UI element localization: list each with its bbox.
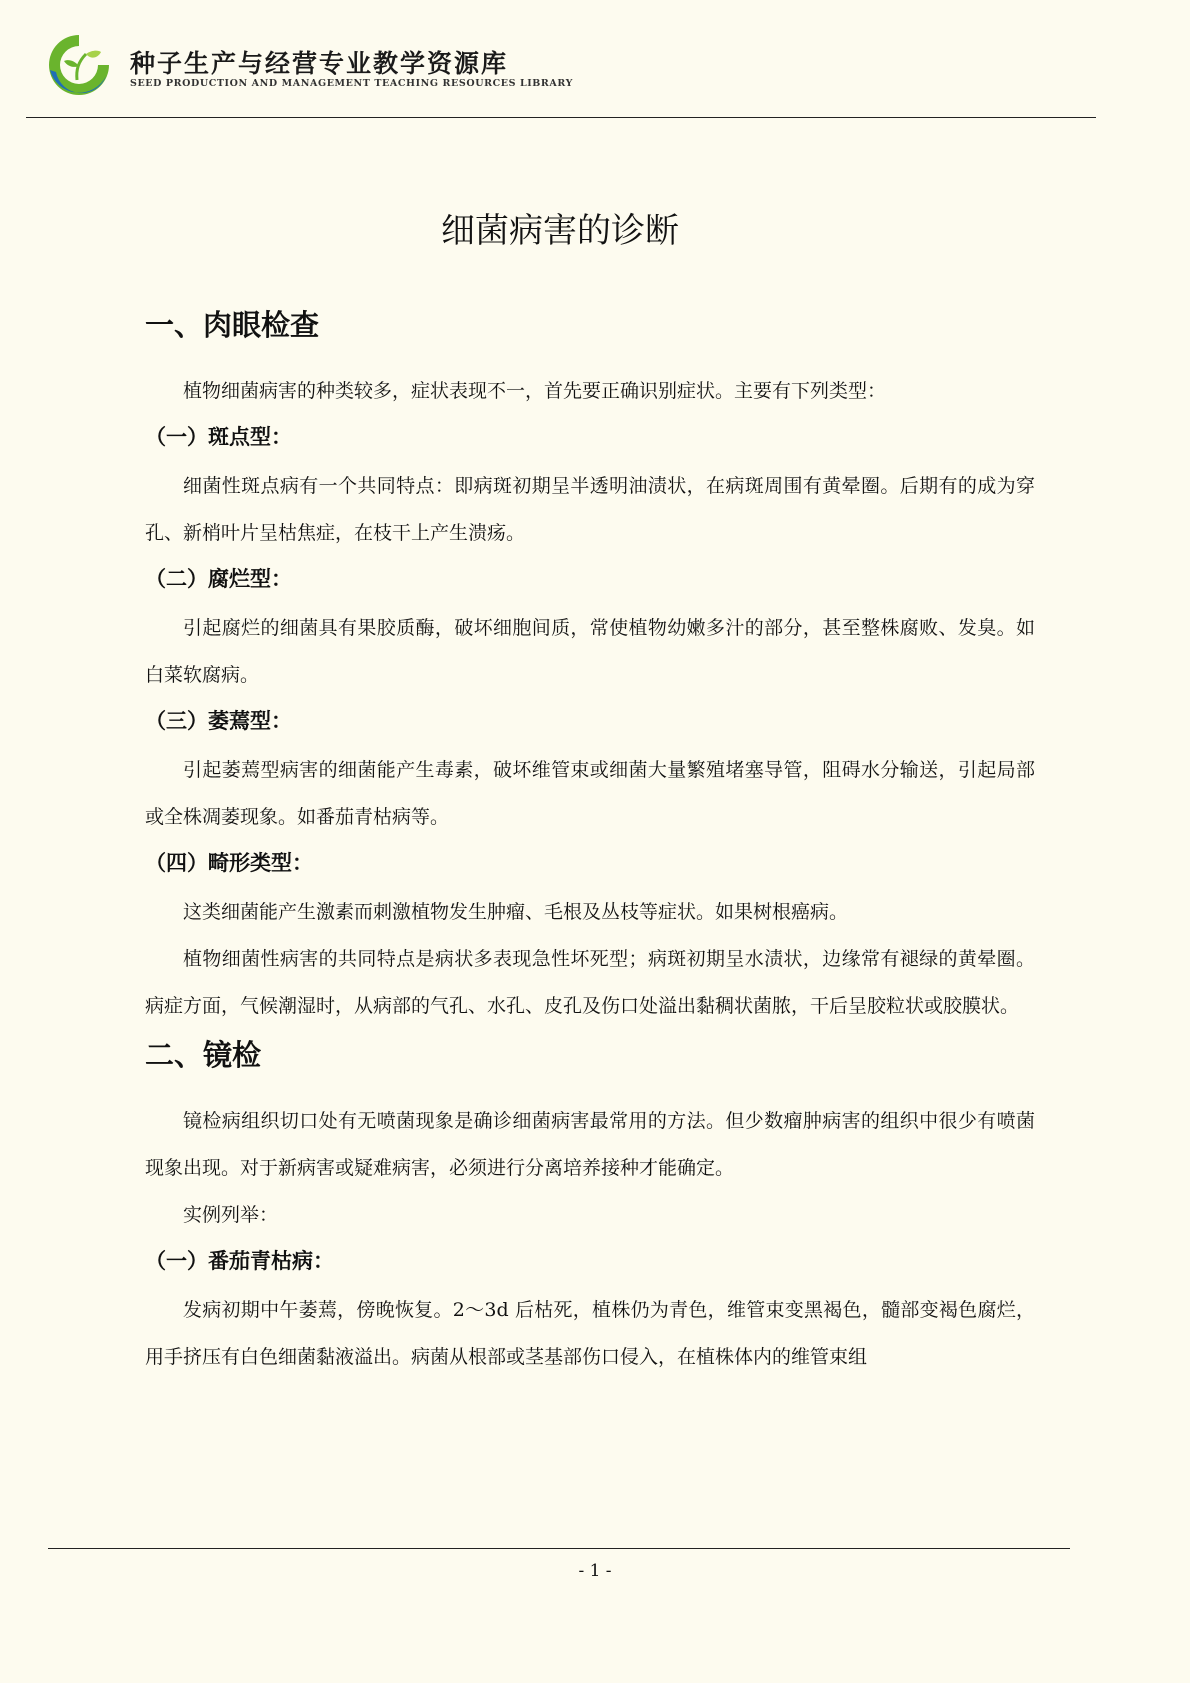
- subsection-heading: （一）斑点型：: [145, 425, 292, 449]
- subsection-heading: （二）腐烂型：: [145, 567, 292, 591]
- paragraph: 植物细菌性病害的共同特点是病状多表现急性坏死型；病斑初期呈水渍状，边缘常有褪绿的黄晕圈。病症方面，气候潮湿时，从病部的气孔、水孔、皮孔及伤口处溢出黏稠状菌脓，干后呈胶粒状或胶膜状。: [145, 948, 1035, 1017]
- brand-name-english: SEED PRODUCTION AND MANAGEMENT TEACHING RESOURCES LIBRARY: [130, 78, 573, 89]
- paragraph: 引起萎蔫型病害的细菌能产生毒素，破坏维管束或细菌大量繁殖堵塞导管，阻碍水分输送，引起局部或全株凋萎现象。如番茄青枯病等。: [145, 759, 1035, 828]
- paragraph: 引起腐烂的细菌具有果胶质酶，破坏细胞间质，常使植物幼嫩多汁的部分，甚至整株腐败、发臭。如白菜软腐病。: [145, 617, 1035, 686]
- paragraph: 镜检病组织切口处有无喷菌现象是确诊细菌病害最常用的方法。但少数瘤肿病害的组织中很少有喷菌现象出现。对于新病害或疑难病害，必须进行分离培养接种才能确定。: [145, 1110, 1035, 1179]
- header-divider: [26, 117, 1096, 118]
- paragraph: 细菌性斑点病有一个共同特点：即病斑初期呈半透明油渍状，在病斑周围有黄晕圈。后期有的成为穿孔、新梢叶片呈枯焦症，在枝干上产生溃疡。: [145, 475, 1035, 544]
- subsection-heading: （四）畸形类型：: [145, 851, 313, 875]
- brand-name: 种子生产与经营专业教学资源库: [130, 49, 509, 78]
- footer-divider: [48, 1548, 1070, 1549]
- paragraph: 这类细菌能产生激素而刺激植物发生肿瘤、毛根及丛枝等症状。如果树根癌病。: [183, 901, 849, 923]
- section-heading: 一、肉眼检查: [145, 308, 320, 342]
- document-body: [145, 300, 1035, 1381]
- page-number: - 1 -: [578, 1561, 612, 1581]
- document-title: 细菌病害的诊断: [441, 211, 679, 251]
- page-header: [46, 30, 1096, 120]
- seedling-logo-icon: [46, 32, 112, 98]
- subsection-heading: （一）番茄青枯病：: [145, 1249, 334, 1273]
- paragraph: 植物细菌病害的种类较多，症状表现不一，首先要正确识别症状。主要有下列类型：: [183, 380, 887, 402]
- section-heading: 二、镜检: [145, 1038, 262, 1072]
- paragraph: 发病初期中午萎蔫，傍晚恢复。2～3d 后枯死，植株仍为青色，维管束变黑褐色，髓部变褐色腐烂，用手挤压有白色细菌黏液溢出。病菌从根部或茎基部伤口侵入，在植株体内的维管束组: [145, 1299, 1035, 1368]
- subsection-heading: （三）萎蔫型：: [145, 709, 292, 733]
- paragraph: 实例列举：: [183, 1204, 279, 1226]
